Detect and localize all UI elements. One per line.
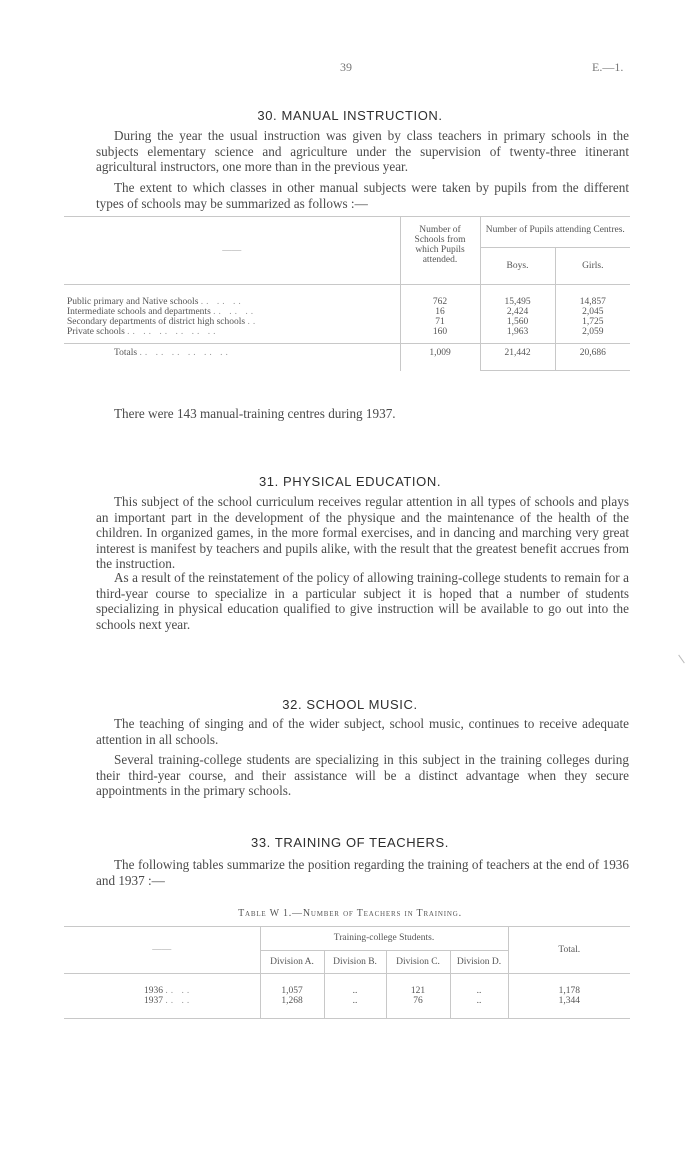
paragraph: Several training-college students are specializing in this subject in the training colleges during their third-year course, and their assistance will be a distinct advantage when they secure appointments in the primary schools. (96, 752, 629, 799)
table-row: Public primary and Native schools .. .. .. 762 15,495 14,857 (64, 285, 630, 308)
col-header-pupils: Number of Pupils attending Centres. (480, 217, 630, 248)
table-caption: Table W 1.—Number of Teachers in Training. (238, 908, 462, 919)
row-label: Intermediate schools and departments (67, 307, 211, 317)
table-row: Secondary departments of district high schools .. 71 1,560 1,725 (64, 317, 630, 327)
col-header-girls: Girls. (555, 248, 630, 285)
training-table (64, 926, 630, 1019)
paragraph: The extent to which classes in other manual subjects were taken by pupils from the different types of schools may be summarized as follows :— (96, 180, 629, 211)
col-header-division-a: Division A. (260, 950, 324, 974)
cell-total: 1,344 (508, 996, 630, 1019)
paragraph: The following tables summarize the position regarding the training of teachers at the end of 1936 and 1937 :— (96, 857, 629, 888)
paragraph: There were 143 manual-training centres during 1937. (114, 406, 396, 421)
cell-boys: 2,424 (480, 307, 555, 317)
table-row: 1937 .. .. 1,268 .. 76 .. 1,344 (64, 996, 630, 1019)
row-label: Public primary and Native schools (67, 297, 199, 307)
cell-division-d: .. (450, 974, 508, 997)
section-heading-training-of-teachers: 33. TRAINING OF TEACHERS. (250, 835, 449, 850)
cell-total: 1,178 (508, 974, 630, 997)
paragraph: During the year the usual instruction was given by class teachers in primary schools in the subjects elementary science and agriculture under the supervision of twenty-three itinerant agricultural instructors, one more than in the previous year. (96, 128, 629, 175)
totals-label: Totals (114, 348, 138, 359)
cell-division-b: .. (324, 974, 386, 997)
col-header-division-d: Division D. (450, 950, 508, 974)
document-reference: E.—1. (592, 60, 624, 74)
paragraph: As a result of the reinstatement of the policy of allowing training-college students to remain for a third-year course to specialize in a particular subject it is hoped that a number of students specializing in physical education qualified to give instruction will be available to go out into the schools next year. (96, 570, 629, 632)
cell-girls: 1,725 (582, 317, 604, 327)
cell-division-a: 1,268 (260, 996, 324, 1019)
cell-boys-total: 21,442 (480, 344, 555, 371)
cell-schools: 71 (400, 317, 480, 327)
table-row: Intermediate schools and departments .. .. .. 16 2,424 2,045 (64, 307, 630, 317)
manual-instruction-table (64, 216, 630, 371)
cell-girls: 2,045 (582, 307, 604, 317)
cell-schools: 160 (400, 327, 480, 344)
cell-girls: 2,059 (582, 327, 604, 337)
page-number: 39 (340, 60, 352, 74)
margin-mark (678, 655, 685, 664)
row-year: 1937 (144, 996, 163, 1006)
col-group-header: Training-college Students. (260, 927, 508, 951)
table-row-totals: Totals .. .. .. .. .. .. 1,009 21,442 20,686 (64, 344, 630, 371)
cell-girls: 14,857 (555, 285, 630, 308)
cell-girls-total: 20,686 (555, 344, 630, 371)
section-heading-manual-instruction: 30. MANUAL INSTRUCTION. (257, 108, 443, 123)
col-header-division-c: Division C. (386, 950, 450, 974)
table-stub-header: —— (64, 217, 400, 285)
row-year: 1936 (144, 986, 163, 996)
cell-boys: 1,963 (480, 327, 555, 344)
paragraph: The teaching of singing and of the wider subject, school music, continues to receive adequate attention in all schools. (96, 716, 629, 747)
row-label: Private schools (67, 327, 125, 337)
table-stub-header: —— (64, 927, 260, 974)
section-heading-physical-education: 31. PHYSICAL EDUCATION. (258, 474, 442, 489)
cell-division-a: 1,057 (260, 974, 324, 997)
section-heading-school-music: 32. SCHOOL MUSIC. (282, 697, 418, 712)
col-header-total: Total. (508, 927, 630, 974)
cell-division-c: 76 (386, 996, 450, 1019)
row-label: Secondary departments of district high schools (67, 317, 246, 327)
cell-division-b: .. (324, 996, 386, 1019)
col-header-division-b: Division B. (324, 950, 386, 974)
cell-schools: 16 (400, 307, 480, 317)
cell-division-d: .. (450, 996, 508, 1019)
paragraph: This subject of the school curriculum receives regular attention in all types of schools and plays an important part in the development of the physique and the maintenance of the health of the children. In organized games, in the more formal exercises, and in dancing and marching very great interest is manifest by teachers and pupils alike, with the result that the greatest benefit accrues from the instruction. (96, 494, 629, 572)
table-row: Private schools .. .. .. .. .. .. 160 1,963 2,059 (64, 327, 630, 344)
col-header-schools: Number of Schools from which Pupils attended. (400, 217, 480, 285)
col-header-boys: Boys. (480, 248, 555, 285)
cell-boys: 1,560 (480, 317, 555, 327)
cell-boys: 15,495 (480, 285, 555, 308)
cell-schools: 762 (400, 285, 480, 308)
cell-division-c: 121 (386, 974, 450, 997)
cell-schools-total: 1,009 (400, 344, 480, 371)
table-row: 1936 .. .. 1,057 .. 121 .. 1,178 (64, 974, 630, 997)
